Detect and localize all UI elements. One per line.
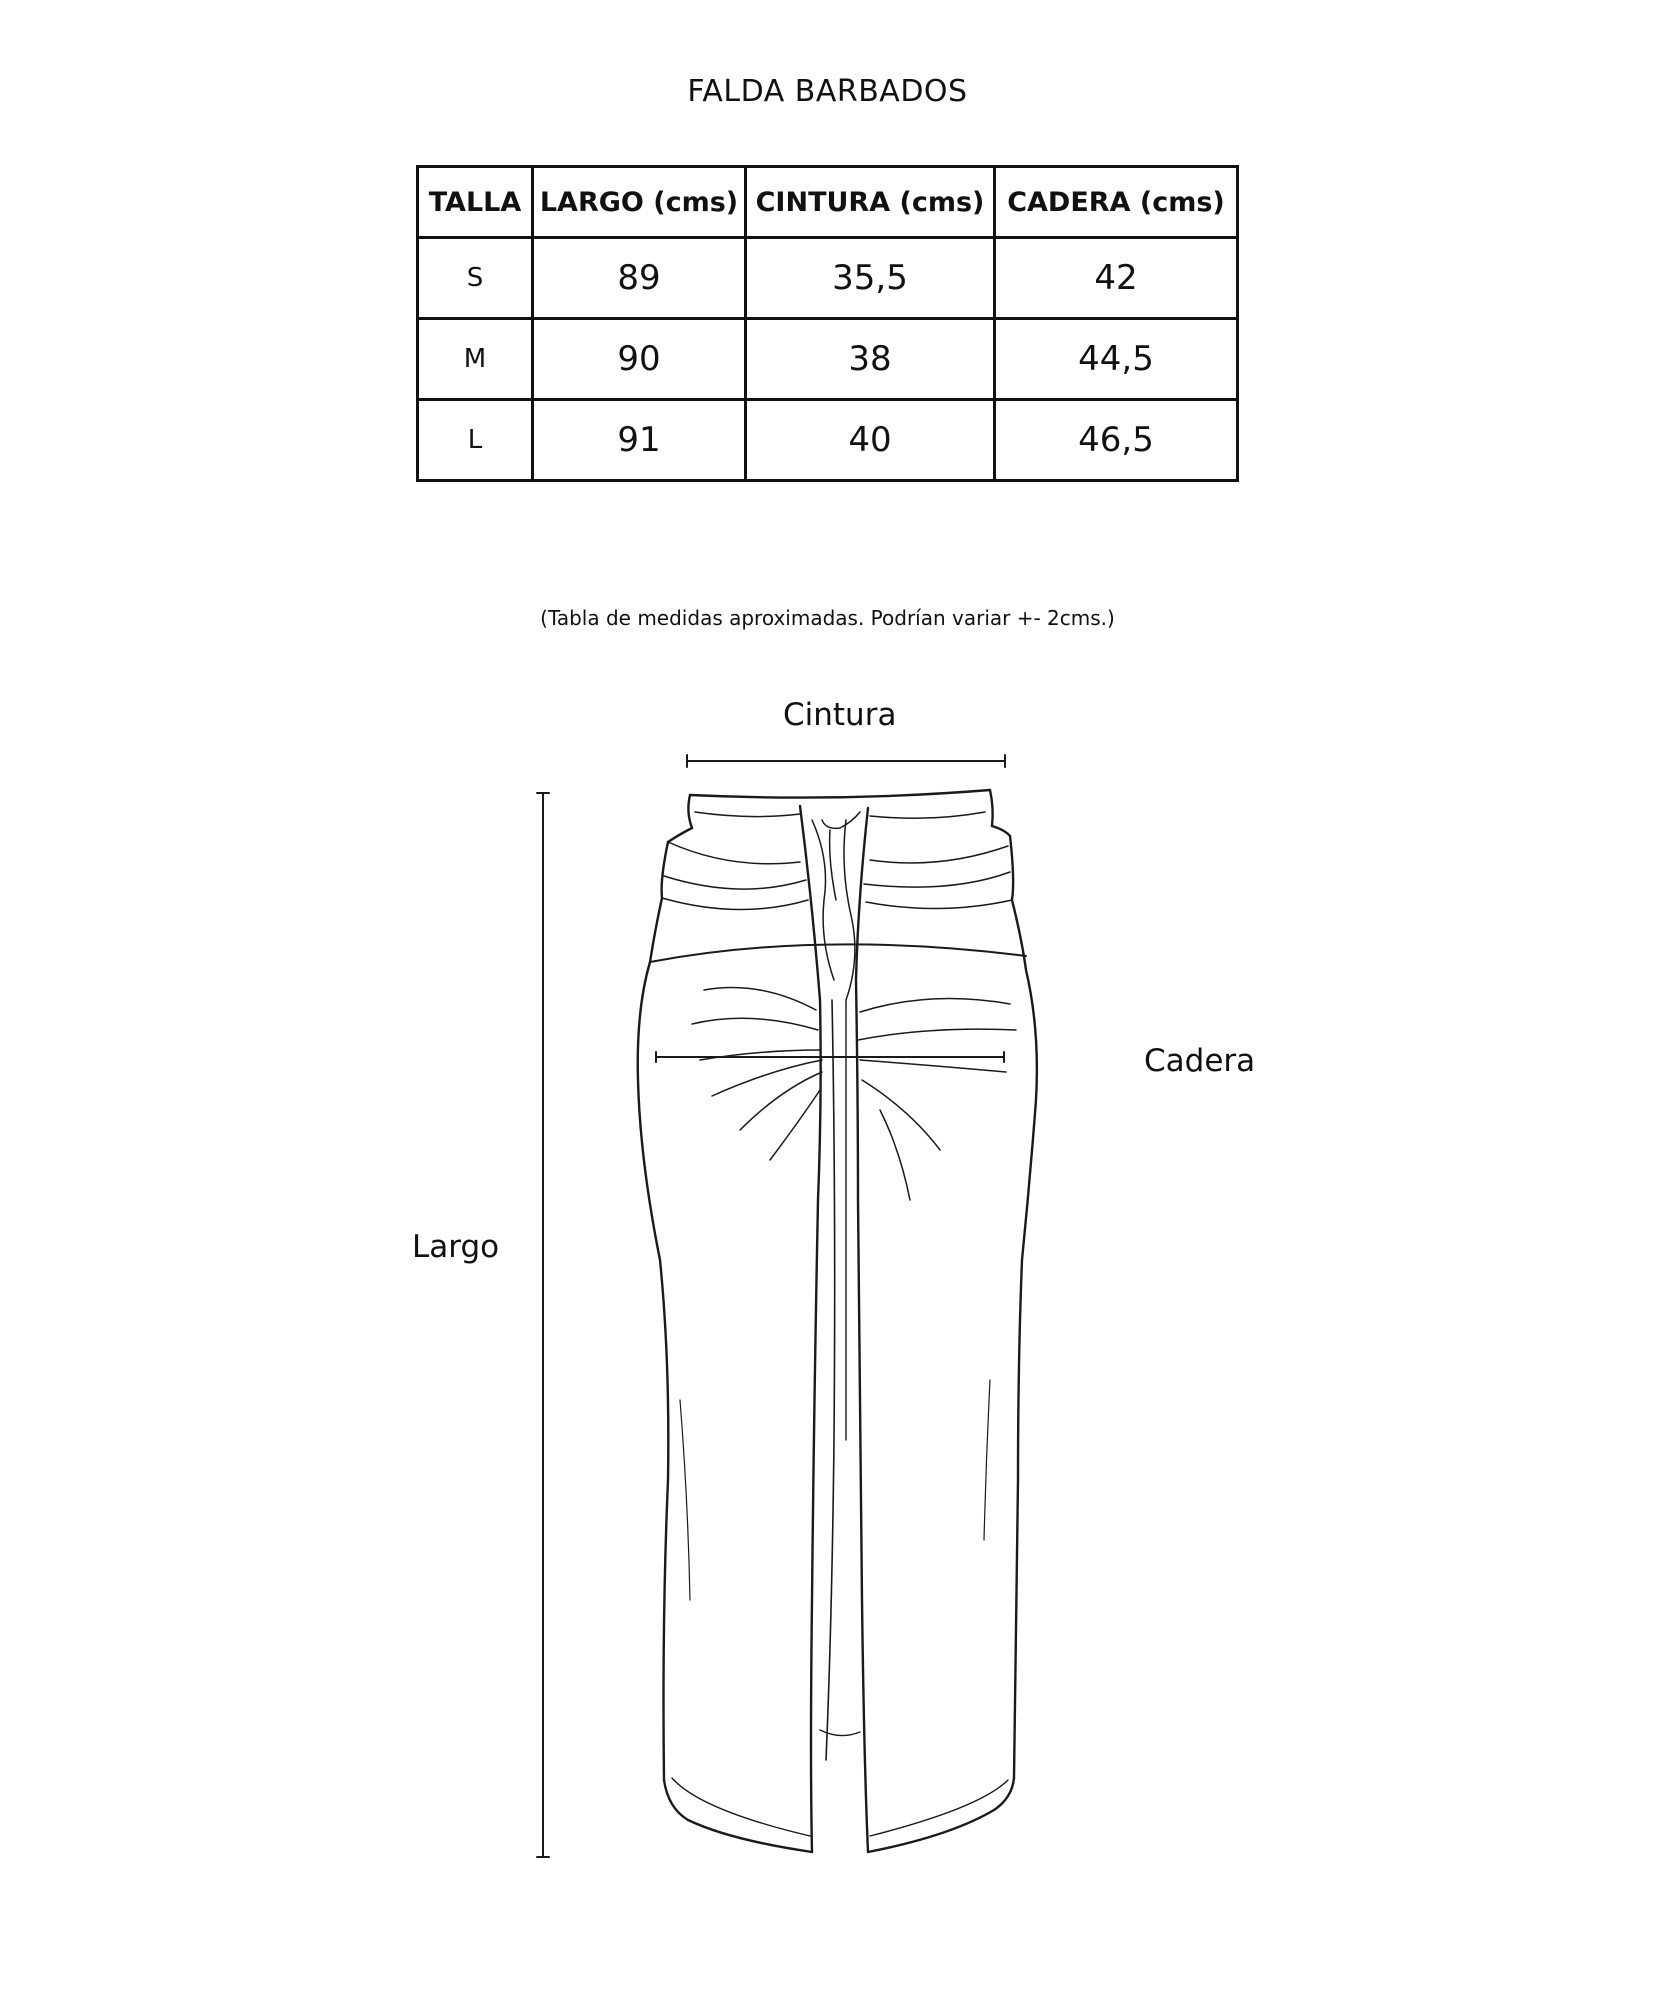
- largo-label: Largo: [412, 1229, 500, 1265]
- cell-cintura: 35,5: [746, 238, 995, 319]
- header-largo: LARGO (cms): [533, 167, 746, 238]
- cell-largo: 90: [533, 319, 746, 400]
- measurement-note: (Tabla de medidas aproximadas. Podrían variar +- 2cms.): [540, 606, 1115, 630]
- cintura-measure-line: [687, 755, 1005, 767]
- cell-talla: L: [418, 400, 533, 481]
- header-talla: TALLA: [418, 167, 533, 238]
- cadera-measure-line: [656, 1052, 1004, 1062]
- cell-talla: M: [418, 319, 533, 400]
- cell-cintura: 40: [746, 400, 995, 481]
- skirt-outline: [638, 790, 1037, 1852]
- cell-cintura: 38: [746, 319, 995, 400]
- cell-cadera: 42: [995, 238, 1238, 319]
- cell-cadera: 44,5: [995, 319, 1238, 400]
- cell-talla: S: [418, 238, 533, 319]
- largo-measure-line: [537, 793, 549, 1857]
- cadera-label: Cadera: [1144, 1043, 1256, 1079]
- skirt-drape-lines: [662, 812, 1016, 1600]
- cell-largo: 91: [533, 400, 746, 481]
- header-cintura: CINTURA (cms): [746, 167, 995, 238]
- cell-cadera: 46,5: [995, 400, 1238, 481]
- cintura-label: Cintura: [783, 697, 897, 733]
- cell-largo: 89: [533, 238, 746, 319]
- page-title: FALDA BARBADOS: [687, 74, 968, 109]
- header-cadera: CADERA (cms): [995, 167, 1238, 238]
